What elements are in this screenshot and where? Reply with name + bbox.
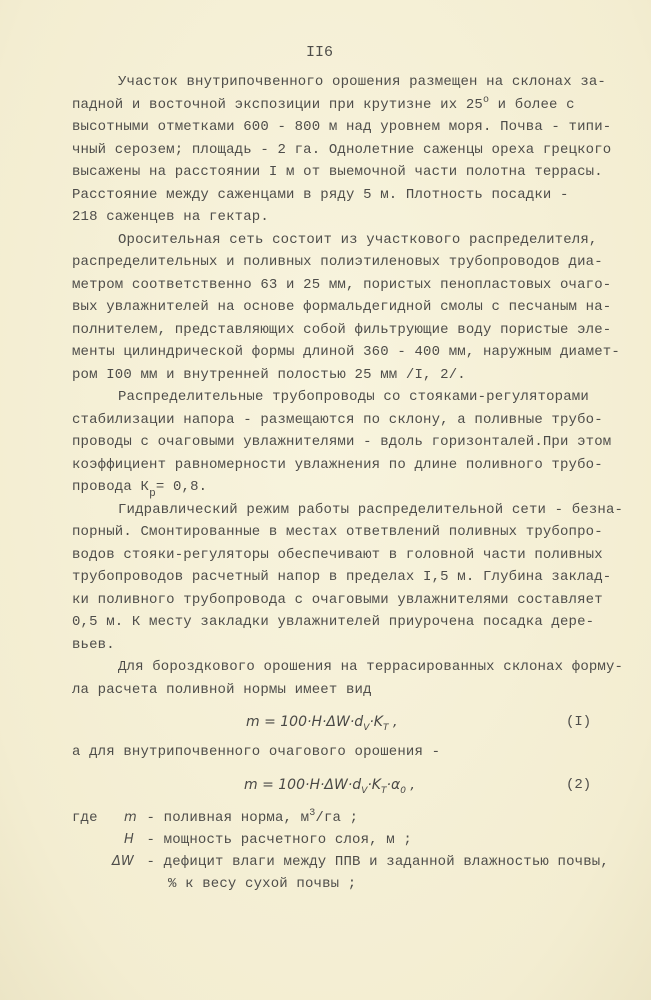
symbol-m: m	[124, 810, 137, 825]
text-line	[72, 94, 575, 113]
text-segment: Для бороздкового орошения на террасированных склонах форму-	[118, 659, 624, 675]
where-label: где	[72, 810, 98, 826]
text-segment: ла расчета поливной нормы имеет вид	[72, 681, 372, 698]
text-line	[72, 524, 603, 540]
formula-text: ,	[388, 714, 398, 730]
text-line	[72, 187, 569, 203]
text-line	[118, 389, 589, 405]
text-segment: трубопроводов расчетный напор в пределах I,5 м. Глубина заклад-	[72, 569, 612, 585]
text-line	[72, 254, 603, 270]
text-line	[72, 457, 603, 473]
definition-h: - мощность расчетного слоя, м ;	[138, 832, 412, 848]
text-segment: высотными отметками 600 - 800 м над уровнем моря. Почва - типи-	[72, 119, 612, 135]
text-segment: ки поливного трубопровода с очаговыми увлажнителями составляет	[72, 591, 603, 608]
text-segment: порный. Смонтированные в местах ответвлений поливных трубопро-	[72, 524, 603, 540]
text-segment: Гидравлический режим работы распределительной сети - безна-	[118, 501, 624, 518]
definition-text: - поливная норма, м	[138, 810, 310, 826]
text-segment: вьев.	[72, 636, 115, 653]
text-line	[72, 119, 611, 135]
text-line	[72, 367, 466, 383]
text-line	[118, 659, 623, 675]
text-segment: падной и восточной экспозиции при крутизне их 25	[72, 96, 483, 113]
text-segment: стабилизации напора - размещаются по склону, а поливные трубо-	[72, 411, 603, 428]
text-line	[72, 637, 115, 653]
text-segment: метром соответственно 63 и 25 мм, пористых пенопластовых очаго-	[72, 276, 612, 293]
formula-text: ·α	[386, 777, 401, 793]
text-segment: Распределительные трубопроводы со стояками-регуляторами	[118, 389, 589, 405]
formula-subscript: V	[361, 786, 368, 796]
text-line	[72, 592, 603, 608]
text-segment: чный серозем; площадь - 2 га. Однолетние саженцы ореха грецкого	[72, 141, 612, 158]
text-segment: высажены на расстоянии I м от выемочной части полотна террасы.	[72, 164, 603, 180]
formula-subscript: 0	[400, 786, 406, 796]
text-line	[72, 479, 208, 500]
text-segment: 0,5 м. К месту закладки увлажнителей приурочена посадка дере-	[72, 614, 595, 630]
text-line	[72, 299, 611, 315]
formula-text: ,	[405, 777, 415, 793]
text-segment: Расстояние между саженцами в ряду 5 м. Плотность посадки -	[72, 186, 569, 203]
definition-m	[138, 810, 358, 826]
superscript: o	[482, 94, 490, 106]
subscript: р	[149, 488, 156, 500]
symbol-h: H	[124, 832, 134, 847]
text-segment: и более с	[489, 96, 575, 113]
text-line	[72, 434, 611, 450]
text-line	[72, 142, 611, 158]
formula-subscript: T	[381, 786, 387, 796]
formula-subscript: V	[363, 723, 370, 733]
definition-text: /га ;	[315, 810, 359, 826]
text-line: а для внутрипочвенного очагового орошения -	[72, 744, 441, 760]
text-line	[72, 277, 611, 293]
text-line	[118, 232, 597, 248]
text-line	[72, 569, 611, 585]
formula-text: ·K	[367, 777, 381, 793]
text-line	[72, 547, 603, 563]
text-line	[72, 164, 603, 180]
text-segment: вых увлажнителей на основе формальдегидной смолы с песчаным на-	[72, 299, 612, 315]
text-segment: = 0,8.	[155, 479, 208, 495]
text-segment: водов стояки-регуляторы обеспечивают в головной части поливных	[72, 546, 603, 563]
text-segment: полнителем, представляющих собой фильтрующие воду пористые эле-	[72, 321, 612, 338]
formula-text: m = 100·H·ΔW·d	[244, 777, 362, 793]
definition-delta-w: - дефицит влаги между ППВ и заданной влажностью почвы,	[138, 854, 609, 870]
definition-delta-w-continued: % к весу сухой почвы ;	[168, 876, 357, 892]
superscript: 3	[309, 808, 316, 819]
text-segment: 218 саженцев на гектар.	[72, 209, 269, 225]
text-line	[72, 209, 269, 225]
symbol-delta-w: ΔW	[112, 854, 134, 869]
formula-text: ·K	[369, 714, 383, 730]
text-segment: провода К	[72, 479, 150, 495]
formula-subscript: T	[383, 723, 389, 733]
text-segment: коэффициент равномерности увлажнения по длине поливного трубо-	[72, 456, 603, 473]
text-line	[72, 412, 603, 428]
text-segment: ром I00 мм и внутренней полостью 25 мм /I, 2/.	[72, 366, 466, 383]
text-line	[72, 614, 594, 630]
text-line	[72, 682, 372, 698]
equation-number-2: (2)	[566, 777, 592, 793]
formula-2	[244, 777, 415, 796]
text-line	[72, 344, 620, 360]
formula-1	[246, 714, 398, 733]
text-line	[72, 322, 611, 338]
text-segment: менты цилиндрической формы длиной 360 - 400 мм, наружным диамет-	[72, 344, 620, 360]
formula-text: m = 100·H·ΔW·d	[246, 714, 364, 730]
text-segment: распределительных и поливных полиэтиленовых трубопроводов диа-	[72, 254, 603, 270]
text-line	[118, 502, 623, 518]
text-segment: Участок внутрипочвенного орошения размещен на склонах за-	[118, 74, 606, 90]
text-line	[118, 74, 606, 90]
equation-number-1: (I)	[566, 714, 592, 730]
page-number: II6	[306, 44, 334, 61]
text-segment: проводы с очаговыми увлажнителями - вдоль горизонталей.При этом	[72, 434, 612, 450]
text-segment: Оросительная сеть состоит из участкового распределителя,	[118, 231, 598, 248]
